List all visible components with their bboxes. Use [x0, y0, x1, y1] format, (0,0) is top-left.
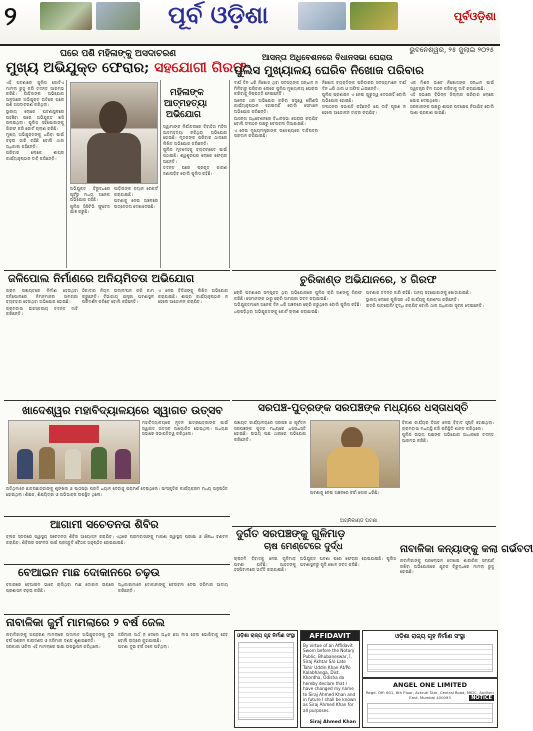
housing-table [238, 642, 294, 720]
lead-body-col-2: ଅଭିଯୁକ୍ତ ବିରୁଦ୍ଧରେ ପୂର୍ବରୁ ମଧ୍ୟ ଅନେକ ଅଭିଯୋଗ ରହିଛି। ପୁଲିସ ସିସିଟିଭି ଫୁଟେଜ ଯାଞ୍ଚ କରୁଛି। [70, 186, 110, 215]
murder-headline-2: ଚାଷ ମେଣ୍ଟେରେ ଦୁର୍ଦ୍ଧ [264, 542, 343, 552]
mask-col-2: ଅଧିକାରୀମାନେ ଦୋକାନୀଙ୍କୁ ଚେତାବନୀ ଦେଇ ଜରିମାନା ଆଦାୟ କରିଛନ୍ତି। [118, 582, 228, 593]
section-rule [4, 400, 230, 401]
arrests-col-2: ଘଟଣାର ତଦନ୍ତ ଜାରି ରହିଛି। ଅନ୍ୟ ସହଯୋଗୀଙ୍କୁ ଖୋଜାଯାଉଛି। ସ୍ଥାନୀୟ ଲୋକେ ପୁଲିସର ଏହି କାର୍ଯ୍ୟକୁ ପ୍ରଶଂସା କରିଛନ୍ତି। ରାତ୍ରି ପାଟ୍ରୋଲିଂ ବୃଦ୍ଧି କରାଯିବ ବୋଲି ଥାନା ଅଧିକାରୀ ସୂଚନା ଦେଇଛନ୍ତି। [366, 290, 484, 309]
housing-title: ଓଡ଼ିଶା ରାଜ୍ୟ ଗୃହ ନିର୍ମାଣ ସଂସ୍ଥା [236, 633, 296, 639]
lead-headline-part-b: ସହଯୋଗୀ ଗିରଫ [154, 60, 247, 76]
dateline: ଭୁବନେଶ୍ୱର, ୨୫ ଜୁଲାଇ ୨୦୨୫ [409, 46, 494, 54]
sarpanch-headline: ସରପଞ୍ଚ-ପୁତ୍ରଙ୍କ ସରପଞ୍ଚଙ୍କ ମଧ୍ୟରେ ଧସ୍ତାଧସ୍ତି [258, 402, 469, 414]
tender-title: ଓଡ଼ିଶା ରାଜ୍ୟ ଗୃହ ନିର୍ମାଣ ସଂସ୍ଥା [395, 633, 465, 640]
section-rule [232, 270, 496, 271]
arrests-headline: ଚୁରିକାଣ୍ଡ ଅଭିଯାନରେ, ୪ ଗିରଫ [300, 274, 437, 286]
notice-table [367, 703, 493, 723]
lead-body-col-3: ପୀଡ଼ିତାଙ୍କ ବୟାନ ରେକର୍ଡ କରାଯାଇଛି। ଘଟଣାକୁ ନେଇ ଅଞ୍ଚଳରେ ଉତ୍ତେଜନା ଦେଖାଦେଇଛି। [114, 186, 158, 209]
person-shape [65, 449, 81, 479]
notice-ad [362, 678, 498, 728]
masthead-photo-temple [40, 2, 92, 30]
tender-ad [362, 630, 498, 678]
college-headline: ଖାଦେଶ୍ୱର ମହାବିଦ୍ୟାଳୟରେ ସ୍ୱାଗତ ଉତ୍ସବ [22, 404, 223, 417]
side-kicker-2: ଆତ୍ମହତ୍ୟା [164, 99, 208, 109]
brand-logo: ପୂର୍ବଓଡ଼ିଶା [453, 10, 496, 23]
affidavit-body: By virtue of an Affidavit Sworn before the Notary Public, Bhubaneswar, I, Siraj Akhtar S/o Late Tahir Uddin Khan At/Po Kalabhanga, Dist. Khordha, Odisha do hereby declare that I have changed my name to Siraj Ahmed Khan and in future I shall be known as Siraj Ahmed Khan for all purposes. [303, 643, 357, 713]
convict-headline: ନାବାଳିକା ଜୁର୍ମ ମାମଲାରେ ୨ ବର୍ଷ ଜେଲ [6, 616, 165, 629]
section-rule [232, 526, 496, 527]
person-shape [91, 447, 107, 479]
masthead [0, 0, 500, 46]
person-shape [39, 447, 55, 479]
top-right-kicker: ଆସନ୍ତା ଅଧିବେଶନରେ ବିଧାନସଭା ଘେରାଉ [262, 52, 393, 62]
child-headline: ନାବାଳିକା କନ୍ୟାଙ୍କୁ କଲା ଗର୍ଭବତୀ [400, 544, 533, 555]
side-kicker-1: ମହିଳାଙ୍କ [170, 88, 204, 98]
side-kicker-3: ଅଭିଯୋଗ [166, 110, 201, 120]
child-body: ନାବାଳିକାଙ୍କୁ ପ୍ରଲୋଭନ ଦେଖାଇ ଶାରୀରିକ ସମ୍ପର୍କ ରଖିବା ଅଭିଯୋଗରେ ଯୁବକ ବିରୁଦ୍ଧରେ ମାମଲା ରୁଜୁ ହୋଇଛି। [400, 558, 494, 575]
top-right-col-1: ଦୀର୍ଘ ଦିନ ଧରି ନିଖୋଜ ଥିବା ସଦସ୍ୟଙ୍କ ସନ୍ଧାନ ନ ମିଳିବାରୁ ପରିବାର ଲୋକେ ପୁଲିସ ମୁଖ୍ୟାଳୟ ଘେରାଉ କରିବାକୁ ନିଷ୍ପତ୍ତି ନେଇଛନ୍ତି। ଅନେକ ଥର ଅଭିଯୋଗ କରିବା ସତ୍ତ୍ୱେ କୌଣସି କାର୍ଯ୍ୟାନୁଷ୍ଠାନ ହୋଇନାହିଁ ବୋଲି ସେମାନେ ଅଭିଯୋଗ କରିଛନ୍ତି। ଆସନ୍ତା ଅଧିବେଶନରେ ବିଧାନସଭା ଘେରାଉ କରାଯିବ ବୋଲି ସଂଗଠନ ପକ୍ଷରୁ ଚେତାବନୀ ଦିଆଯାଇଛି। ଏ ନେଇ ମୁଖ୍ୟମନ୍ତ୍ରୀଙ୍କ ଉଦ୍ଦେଶ୍ୟରେ ଦାବିପତ୍ର ପ୍ରଦାନ କରାଯାଇଛି। [234, 80, 318, 139]
affidavit-ad [300, 630, 360, 728]
column-rule [229, 80, 230, 268]
lead-headline [6, 60, 246, 76]
lead-body-col-1: ଏହି ଘଟଣାରେ ପୁଲିସ ଗୋଟିଏ ମାମଲା ରୁଜୁ କରି ତଦନ୍ତ ଆରମ୍ଭ କରିଛି। ପୀଡ଼ିତାଙ୍କ ଅଭିଯୋଗ ଅନୁସାରେ ଅଭିଯୁକ୍ତ ରାତିରେ ଘରେ ପଶି ଅସଦାଚରଣ କରିଥିଲା। ସ୍ଥାନୀୟ ଲୋକେ ଘଟଣାସ୍ଥଳରେ ପହଞ୍ଚିବା ପରେ ଅଭିଯୁକ୍ତ ଖସି ପଳାଇଥିଲା। ପୁଲିସ ସହଯୋଗୀଙ୍କୁ ଗିରଫ କରି କୋର୍ଟ ଚାଲାଣ କରିଛି। ମୁଖ୍ୟ ଅଭିଯୁକ୍ତଙ୍କୁ ଧରିବା ପାଇଁ ଚଢ଼ଉ ଜାରି ରହିଛି ବୋଲି ଥାନା ଅଧିକାରୀ କହିଛନ୍ତି। ପରିବାର ଲୋକେ ଶୀଘ୍ର କାର୍ଯ୍ୟାନୁଷ୍ଠାନ ଦାବି କରିଛନ୍ତି। [6, 80, 64, 161]
column-rule [66, 80, 67, 268]
sarpanch-col-1: ପଞ୍ଚାୟତ କାର୍ଯ୍ୟାଳୟରେ ସରପଞ୍ଚ ଓ ପୂର୍ବତନ ସରପଞ୍ଚଙ୍କ ପୁତ୍ର ମଧ୍ୟରେ ଧସ୍ତାଧସ୍ତି ହୋଇଛି। ଉଭୟ ପକ୍ଷ ଥାନାରେ ଅଭିଯୋଗ କରିଛନ୍ତି। [234, 420, 306, 442]
banner-shape [49, 425, 99, 443]
housing-ad [234, 630, 298, 728]
college-body-right: ମହାବିଦ୍ୟାଳୟରେ ନୂତନ ଛାତ୍ରଛାତ୍ରୀଙ୍କ ପାଇଁ ସ୍ୱାଗତ ଉତ୍ସବ ଆୟୋଜିତ ହୋଇଥିଲା। ଅଧ୍ୟକ୍ଷ ସଭାରେ ସଭାପତିତ୍ୱ କରିଥିଲେ। [142, 420, 228, 437]
tender-table [367, 644, 493, 672]
person-body-shape [87, 133, 141, 183]
masthead-photo-beach [298, 2, 346, 30]
murder-col-2: ଅଭିଯୁକ୍ତ ଘଟଣା ପରେ ଫେରାର ହୋଇଯାଇଛି। ପୁଲିସ ଘଟଣାସ୍ଥଳରୁ ଗୁଳି ଖୋଳ ଜବତ କରିଛି। [300, 556, 396, 567]
murder-headline: ଦୁର୍ଗତ ସରପଞ୍ଚଙ୍କୁ ଗୁଳିମାଡ଼ [236, 528, 346, 540]
section-rule [4, 516, 230, 517]
person-shape [17, 449, 33, 479]
murder-col-1: ଚାଷଜମି ବିବାଦକୁ ନେଇ ଗୁଳିମାଡ଼ ଘଟଣା ଘଟିଛି। ଆହତଙ୍କୁ ହସ୍ପିଟାଲରେ ଭର୍ତ୍ତି କରାଯାଇଛି। [234, 556, 296, 573]
arrests-col-1: ଚୋରି ଘଟଣାରେ ସମ୍ପୃକ୍ତ ଥିବା ଅଭିଯୋଗରେ ପୁଲିସ ଚାରି ଜଣଙ୍କୁ ଗିରଫ କରିଛି। ସେମାନଙ୍କ ଠାରୁ ଚୋରି ସାମଗ୍ରୀ ଜବତ କରାଯାଇଛି। ଅଭିଯୁକ୍ତମାନେ ଅନେକ ଦିନ ଧରି ଅଞ୍ଚଳରେ ଚୋରି କରୁଥିଲେ ବୋଲି ପୁଲିସ କହିଛି। ଧରାପଡ଼ିଥିବା ଅଭିଯୁକ୍ତଙ୍କୁ କୋର୍ଟ ଚାଲାଣ କରାଯାଇଛି। [234, 290, 362, 314]
drainage-col-1: ଗ୍ରାମ ପଞ୍ଚାୟତରେ ନିର୍ମାଣ ହେଉଥିବା ଜଳିପୋଲରେ ନିମ୍ନମାନର ସାମଗ୍ରୀ ବ୍ୟବହାର ହେଉଥିବା ଅଭିଯୋଗ ହୋଇଛି। ଗ୍ରାମବାସୀ ଉଚ୍ଚସ୍ତରୀୟ ତଦନ୍ତ ଦାବି କରିଛନ୍ତି। [6, 288, 78, 317]
section-rule [232, 400, 496, 401]
lead-photo-accused [70, 82, 158, 184]
top-right-headline: ପୁଲିସ ମୁଖ୍ୟାଳୟ ଘେରିବ ନିଖୋଜ ପରିବାର [234, 63, 424, 77]
notice-title: ANGEL ONE LIMITED [392, 681, 468, 689]
person-body-shape [327, 447, 379, 487]
drainage-col-3: ଏ ନେଇ ବିଡିଓଙ୍କୁ ଲିଖିତ ଅଭିଯୋଗ କରାଯାଇଛି। ଶୀଘ୍ର କାର୍ଯ୍ୟାନୁଷ୍ଠାନ ନ ହେଲେ ଆନ୍ଦୋଳନ କରାଯିବ। [158, 288, 228, 305]
affidavit-signature: Siraj Ahmed Khan [309, 720, 356, 725]
sarpanch-col-2: ବିକାଶ କାର୍ଯ୍ୟର ହିସାବ ନେଇ ବିବାଦ ସୃଷ୍ଟି ହୋଇଥିଲା। ଗ୍ରାମବାସୀ ମଧ୍ୟସ୍ଥି କରି ପରିସ୍ଥିତି ଶାନ୍ତ କରିଥିଲେ। ପୁଲିସ ଉଭୟ ପକ୍ଷଙ୍କ ଅଭିଯୋଗ ଆଧାରରେ ତଦନ୍ତ ଆରମ୍ଭ କରିଛି। [402, 420, 494, 443]
sarpanch-col-3: ଘଟଣାକୁ ନେଇ ଅଞ୍ଚଳରେ ଚର୍ଚ୍ଚା ଜୋର ଧରିଛି। [310, 490, 380, 495]
notice-subtitle: Regd. Off: 601, 6th Floor, Ackruti Star, Central Road, MIDC, Andheri East, Mumbai 400093 [365, 690, 495, 700]
page-number: ୨ [4, 2, 17, 32]
convict-col-1: ନାବାଳିକାଙ୍କୁ ଅପହରଣ ମାମଲାରେ ଅଦାଲତ ଅଭିଯୁକ୍ତଙ୍କୁ ଦୁଇ ବର୍ଷ ସଶ୍ରମ କାରାଦଣ୍ଡ ଓ ଜରିମାନା ଦଣ୍ଡ ଶୁଣାଇଛନ୍ତି। ସରକାରୀ ଓକିଲ ଏହି ମାମଲାରେ ସାକ୍ଷୀ ଉପସ୍ଥାପନ କରିଥିଲେ। [6, 632, 114, 650]
top-right-col-3: ଏକ ମିଶନ ଭାବେ ନିଖୋଜଙ୍କ ସନ୍ଧାନ ପାଇଁ ସ୍ୱତନ୍ତ୍ର ଟିମ ଗଠନ କରିବାକୁ ଦାବି କରାଯାଇଛି। ଏହି ସଭାରେ ବିଭିନ୍ନ ଜିଲ୍ଲାର ପରିବାର ଲୋକେ ଯୋଗ ଦେଇଥିଲେ। ସରକାରଙ୍କ ପକ୍ଷରୁ ଶୀଘ୍ର ପଦକ୍ଷେପ ନିଆଯିବ ବୋଲି ଆଶା ପ୍ରକାଶ ପାଇଛି। [410, 80, 494, 115]
section-rule [4, 614, 230, 615]
notice-label: NOTICE [471, 695, 492, 701]
jobs-headline: ଆଗାମୀ ସଚେତନତା ଶିବିର [50, 518, 159, 531]
convict-col-2: ଜରିମାନା ଅର୍ଥ ନ ଦେଲେ ଅଧିକ ଛଅ ମାସ ଜେଲ ଭୋଗିବାକୁ ହେବ ବୋଲି ରାୟରେ କୁହାଯାଇଛି। ଘଟଣା ଦୁଇ ବର୍ଷ ତଳେ ଘଟିଥିଲା। [118, 632, 228, 650]
masthead-photo-landscape [350, 2, 398, 30]
side-story-body: ସ୍ୱାମୀଙ୍କ ନିର୍ଯାତନାରେ ବିବାହିତା ମହିଳା ଆତ୍ମହତ୍ୟା କରିଥିବା ଅଭିଯୋଗ ହୋଇଛି। ମୃତକଙ୍କ ପରିବାର ଥାନାରେ ଲିଖିତ ଅଭିଯୋଗ କରିଛନ୍ତି। ପୁଲିସ ମୃତଦେହକୁ ବ୍ୟବଚ୍ଛେଦ ପାଇଁ ପଠାଇଛି। ଶ୍ୱଶୁରଘର ଲୋକେ ଫେରାର ଅଛନ୍ତି। ତଦନ୍ତ ପରେ ପ୍ରକୃତ କାରଣ ଜଣାପଡ଼ିବ ବୋଲି ପୁଲିସ କହିଛି। [163, 124, 227, 176]
lead-headline-part-a: ମୁଖ୍ୟ ଅଭିଯୁକ୍ତ ଫେରାର; [6, 60, 150, 76]
lead-kicker: ଘରେ ପଶି ମହିଳାଙ୍କୁ ଅସଦାଚରଣ [60, 49, 177, 59]
college-body-bottom: ଅତିଥିମାନେ ଛାତ୍ରଛାତ୍ରୀଙ୍କୁ ଶୃଙ୍ଖଳା ଓ ପାଠପଢ଼ା ପ୍ରତି ଧ୍ୟାନ ଦେବାକୁ ପରାମର୍ଶ ଦେଇଥିଲେ। ସାଂସ୍କୃତିକ କାର୍ଯ୍ୟକ୍ରମ ମଧ୍ୟ ଅନୁଷ୍ଠିତ ହୋଇଥିଲା। ଶିକ୍ଷକ, ଶିକ୍ଷୟିତ୍ରୀ ଓ ଅଭିଭାବକ ଉପସ୍ଥିତ ଥିଲେ। [6, 486, 228, 497]
drainage-headline: ଜଳିପୋଲ ନିର୍ମାଣରେ ଅନିୟମିତତା ଅଭିଯୋଗ [8, 272, 195, 285]
section-rule [4, 564, 230, 565]
mask-col-1: ବଜାରରେ ବେଆଇନ ଭାବେ ଚାଲିଥିବା ମାଛ ଦୋକାନ ଉପରେ ପ୍ରଶାସନ ଚଢ଼ଉ କରିଛି। [6, 582, 114, 593]
affidavit-title: AFFIDAVIT [301, 631, 359, 641]
person-shape [115, 449, 131, 479]
person-head-shape [99, 101, 127, 135]
masthead-photo-monument [96, 2, 140, 30]
newspaper-title: ପୂର୍ବ ଓଡ଼ିଶା [168, 0, 269, 29]
sarpanch-photo [310, 420, 400, 488]
top-right-col-2: ନିଖୋଜ ବ୍ୟକ୍ତିଙ୍କ ପରିବାରର ସଦସ୍ୟମାନେ ଦୀର୍ଘ ଦିନ ଧରି ଥାନା ଓ ଅଫିସ ଧାଁଉଛନ୍ତି। ପୁଲିସ ପ୍ରଶାସନ ଏ ନେଇ ଗୁରୁତ୍ୱ ଦେଉନାହିଁ ବୋଲି ଅଭିଯୋଗ ହୋଇଛି। ସଂଗଠନର ସଭାପତି କହିଛନ୍ତି ଯେ ଦାବି ପୂରଣ ନ ହେଲେ ଆନ୍ଦୋଳନ ତୀବ୍ର କରାଯିବ। [322, 80, 406, 115]
jobs-body: ବ୍ଲକ ସ୍ତରରେ ସ୍ୱାସ୍ଥ୍ୟ ସଚେତନତା ଶିବିର ଆୟୋଜନ କରାଯିବ। ଏଥିରେ ଗ୍ରାମବାସୀଙ୍କୁ ମାଗଣା ସ୍ୱାସ୍ଥ୍ୟ ପରୀକ୍ଷା ଓ ଔଷଧ ବଣ୍ଟନ କରାଯିବ। ଶିବିରର ସଫଳତା ପାଇଁ ପ୍ରସ୍ତୁତି ବୈଠକ ଅନୁଷ୍ଠିତ ହୋଇଯାଇଛି। [6, 534, 228, 545]
column-rule [160, 80, 161, 268]
fire-caption: ଅଗ୍ନିକାଣ୍ଡ ଘଟଣା [340, 518, 378, 524]
college-event-photo [8, 420, 140, 484]
section-rule [4, 270, 230, 271]
drainage-col-2: ଠିକାଦାର ନିୟମ ଉଲ୍ଲଂଘନ କରି କାମ କରୁଛନ୍ତି। ବିଭାଗୀୟ ଯନ୍ତ୍ରୀ ଘଟଣାସ୍ଥଳ ପରିଦର୍ଶନ କରିବେ ବୋଲି କହିଛନ୍ତି। [82, 288, 154, 305]
mask-headline: ବେଆଇନ ମାଛ ଦୋକାନରେ ଚଢ଼ଉ [18, 566, 160, 579]
